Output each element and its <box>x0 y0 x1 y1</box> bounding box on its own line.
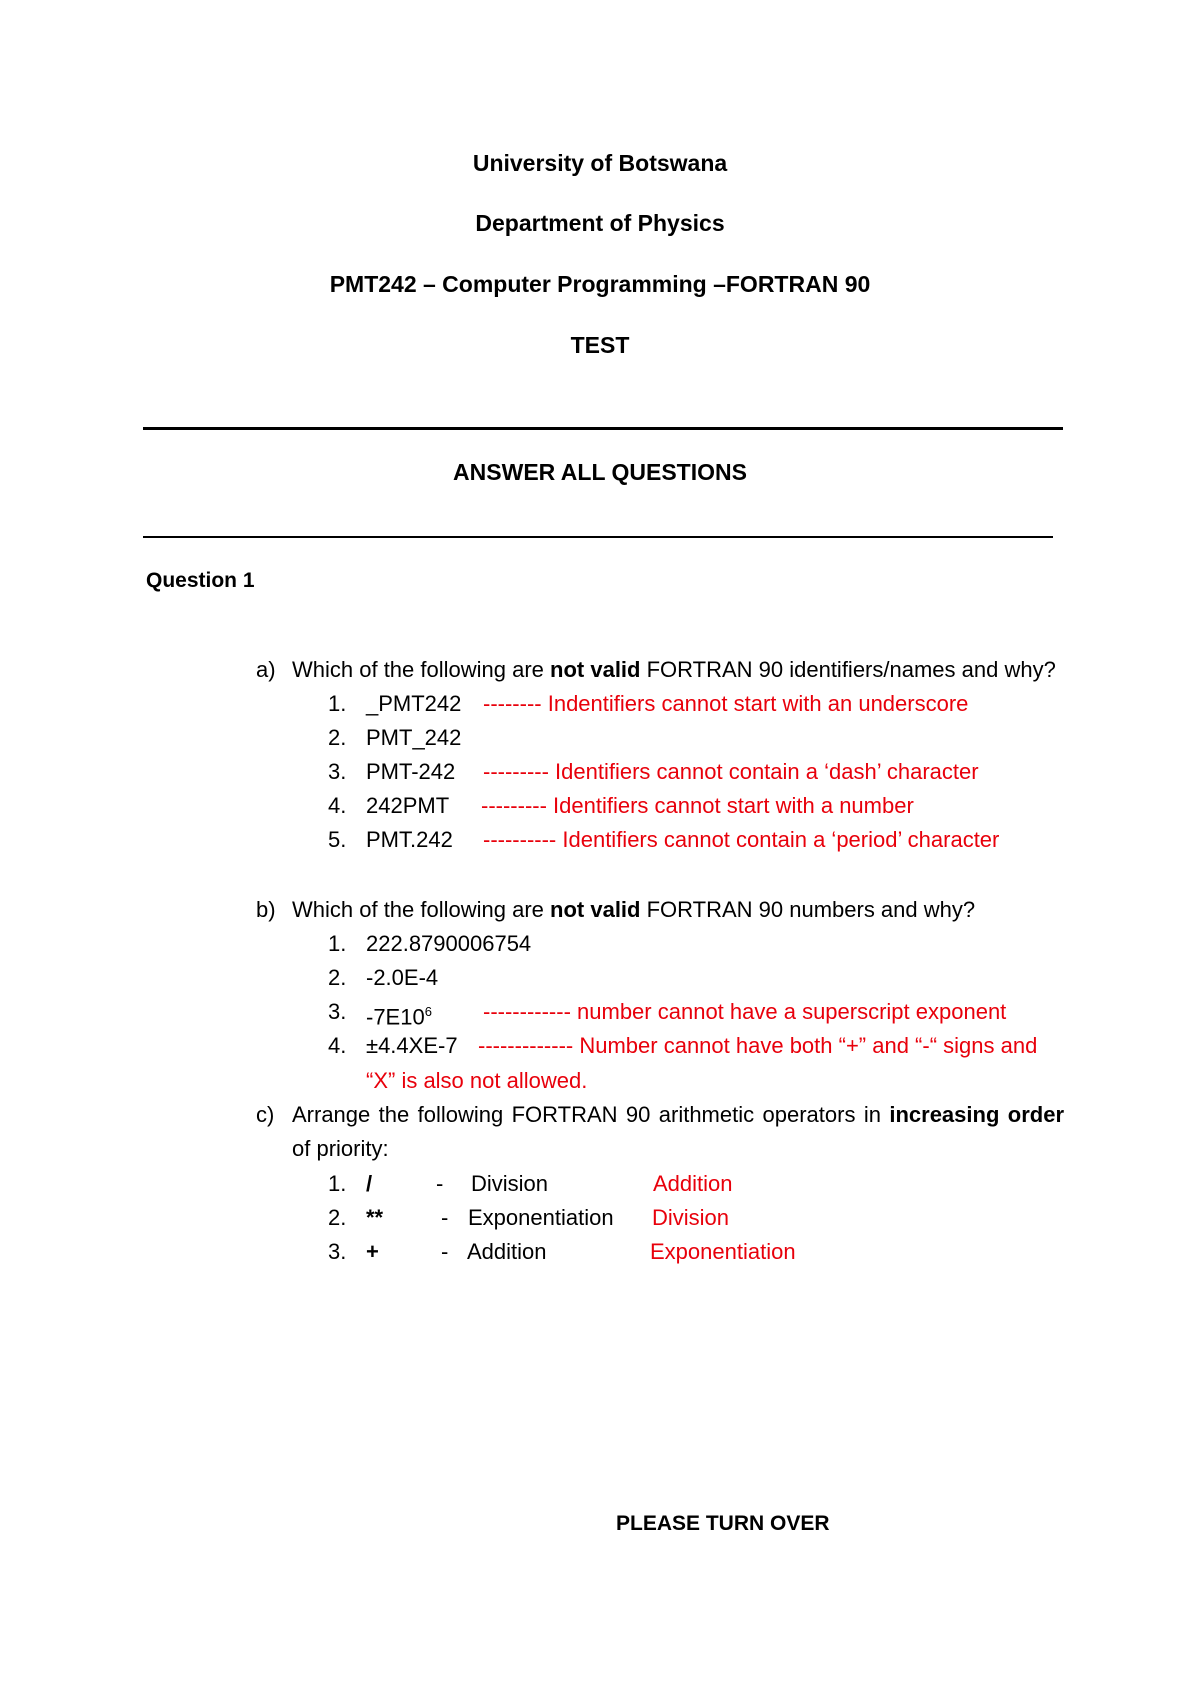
list-item-text: 242PMT <box>366 793 450 818</box>
answer-text: Exponentiation <box>650 1239 796 1264</box>
part-a-prompt: Which of the following are not valid FORTRAN 90 identifiers/names and why? <box>292 657 1056 682</box>
operator-dash: - <box>441 1239 449 1264</box>
operator-name: Exponentiation <box>468 1205 614 1230</box>
answer-text: --------- Identifiers cannot contain a ‘dash’ character <box>483 759 979 784</box>
course-title: PMT242 – Computer Programming –FORTRAN 90 <box>329 271 871 297</box>
bottom-divider <box>143 536 1053 538</box>
part-b-marker: b) <box>256 897 276 922</box>
operator-dash: - <box>436 1171 444 1196</box>
answer-text-continued: “X” is also not allowed. <box>366 1068 588 1093</box>
list-item-number: 1. <box>328 931 347 956</box>
list-item-number: 4. <box>328 793 347 818</box>
university-title: University of Botswana <box>472 150 728 176</box>
operator-symbol: + <box>366 1239 379 1264</box>
list-item-number: 4. <box>328 1033 347 1058</box>
list-item-text: PMT_242 <box>366 725 462 750</box>
answer-text: Division <box>652 1205 730 1230</box>
answer-text: Addition <box>653 1171 733 1196</box>
list-item-number: 2. <box>328 965 347 990</box>
list-item-number: 2. <box>328 725 347 750</box>
list-item-number: 1. <box>328 1171 347 1196</box>
part-c-marker: c) <box>256 1102 275 1127</box>
list-item-number: 3. <box>328 999 347 1024</box>
operator-symbol: ** <box>366 1205 384 1230</box>
list-item-number: 3. <box>328 759 347 784</box>
list-item-text: $-7E10^6$ <box>366 1004 432 1030</box>
list-item-text: ±4.4XE-7 <box>366 1033 458 1058</box>
top-divider <box>143 427 1063 430</box>
answer-text: ------------- Number cannot have both “+” and “-“ signs and <box>478 1033 1038 1058</box>
part-c-prompt-line2: of priority: <box>292 1136 389 1161</box>
operator-dash: - <box>441 1205 449 1230</box>
instruction-heading: ANSWER ALL QUESTIONS <box>453 459 747 485</box>
operator-name: Division <box>471 1171 549 1196</box>
superscript-exponent: 6 <box>424 1004 432 1019</box>
answer-text: -------- Indentifiers cannot start with an underscore <box>483 691 969 716</box>
part-a-marker: a) <box>256 657 276 682</box>
list-item-number: 3. <box>328 1239 347 1264</box>
department-title: Department of Physics <box>475 210 725 236</box>
answer-text: ------------ number cannot have a superscript exponent <box>483 999 1007 1024</box>
list-item-number: 1. <box>328 691 347 716</box>
part-b-prompt: Which of the following are not valid FORTRAN 90 numbers and why? <box>292 897 976 922</box>
operator-symbol: / <box>366 1171 373 1196</box>
list-item-number: 2. <box>328 1205 347 1230</box>
list-item-text: PMT-242 <box>366 759 456 784</box>
list-item-number: 5. <box>328 827 347 852</box>
list-item-text: _PMT242 <box>366 691 462 716</box>
operator-name: Addition <box>467 1239 547 1264</box>
list-item-text: PMT.242 <box>366 827 453 852</box>
answer-text: --------- Identifiers cannot start with a number <box>481 793 914 818</box>
part-c-prompt-line1: Arrange the following FORTRAN 90 arithmetic operators in increasing order <box>292 1102 1065 1127</box>
answer-text: ---------- Identifiers cannot contain a ‘period’ character <box>483 827 1000 852</box>
list-item-text: 222.8790006754 <box>366 931 532 956</box>
test-title: TEST <box>570 332 630 358</box>
list-item-text: -2.0E-4 <box>366 965 439 990</box>
turn-over-note: PLEASE TURN OVER <box>616 1512 830 1535</box>
question-1-title: Question 1 <box>146 569 255 592</box>
